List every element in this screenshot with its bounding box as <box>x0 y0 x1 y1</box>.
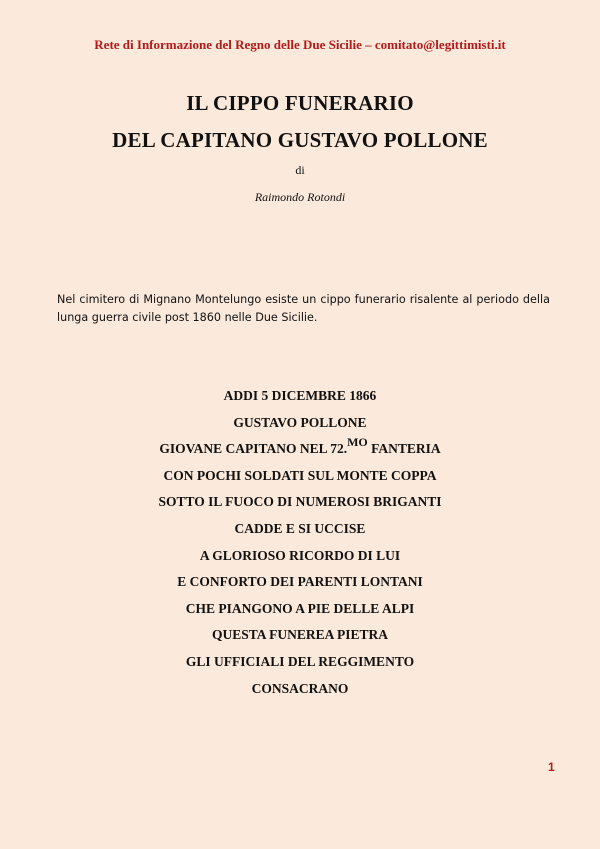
title-line-2: DEL CAPITANO GUSTAVO POLLONE <box>112 128 488 152</box>
epitaph-line-3-superscript: MO <box>347 434 368 449</box>
epitaph-line-8: E CONFORTO DEI PARENTI LONTANI <box>177 574 423 590</box>
epitaph-line-3-pre: GIOVANE CAPITANO NEL 72. <box>159 441 348 457</box>
intro-line-2: lunga guerra civile post 1860 nelle Due Sicilie. <box>57 311 318 324</box>
epitaph-line-3-post: FANTERIA <box>367 441 441 457</box>
epitaph-line-10: QUESTA FUNEREA PIETRA <box>211 627 389 643</box>
epitaph-inscription <box>0 386 600 705</box>
title-line-1: IL CIPPO FUNERARIO <box>186 91 414 115</box>
epitaph-line-11: GLI UFFICIALI DEL REGGIMENTO <box>185 653 415 669</box>
epitaph-line-1: ADDI 5 DICEMBRE 1866 <box>223 388 377 403</box>
epitaph-line-3 <box>0 434 600 466</box>
epitaph-line-5: SOTTO IL FUOCO DI NUMEROSI BRIGANTI <box>158 494 442 510</box>
epitaph-line-2: GUSTAVO POLLONE <box>233 414 367 430</box>
intro-line-1: Nel cimitero di Mignano Montelungo esiste un cippo funerario risalente al periodo della <box>57 293 550 306</box>
epitaph-line-6: CADDE E SI UCCISE <box>234 520 366 536</box>
page-header: Rete di Informazione del Regno delle Due Sicilie – comitato@legittimisti.it <box>94 37 506 52</box>
epitaph-line-9: CHE PIANGONO A PIE DELLE ALPI <box>185 600 415 616</box>
epitaph-line-12: CONSACRANO <box>251 680 349 696</box>
epitaph-line-4: CON POCHI SOLDATI SUL MONTE COPPA <box>163 467 437 483</box>
author-name: Raimondo Rotondi <box>254 190 346 204</box>
page-number: 1 <box>548 760 555 774</box>
intro-paragraph <box>57 291 550 327</box>
epitaph-line-7: A GLORIOSO RICORDO DI LUI <box>199 547 401 563</box>
byline-di: di <box>295 163 305 177</box>
